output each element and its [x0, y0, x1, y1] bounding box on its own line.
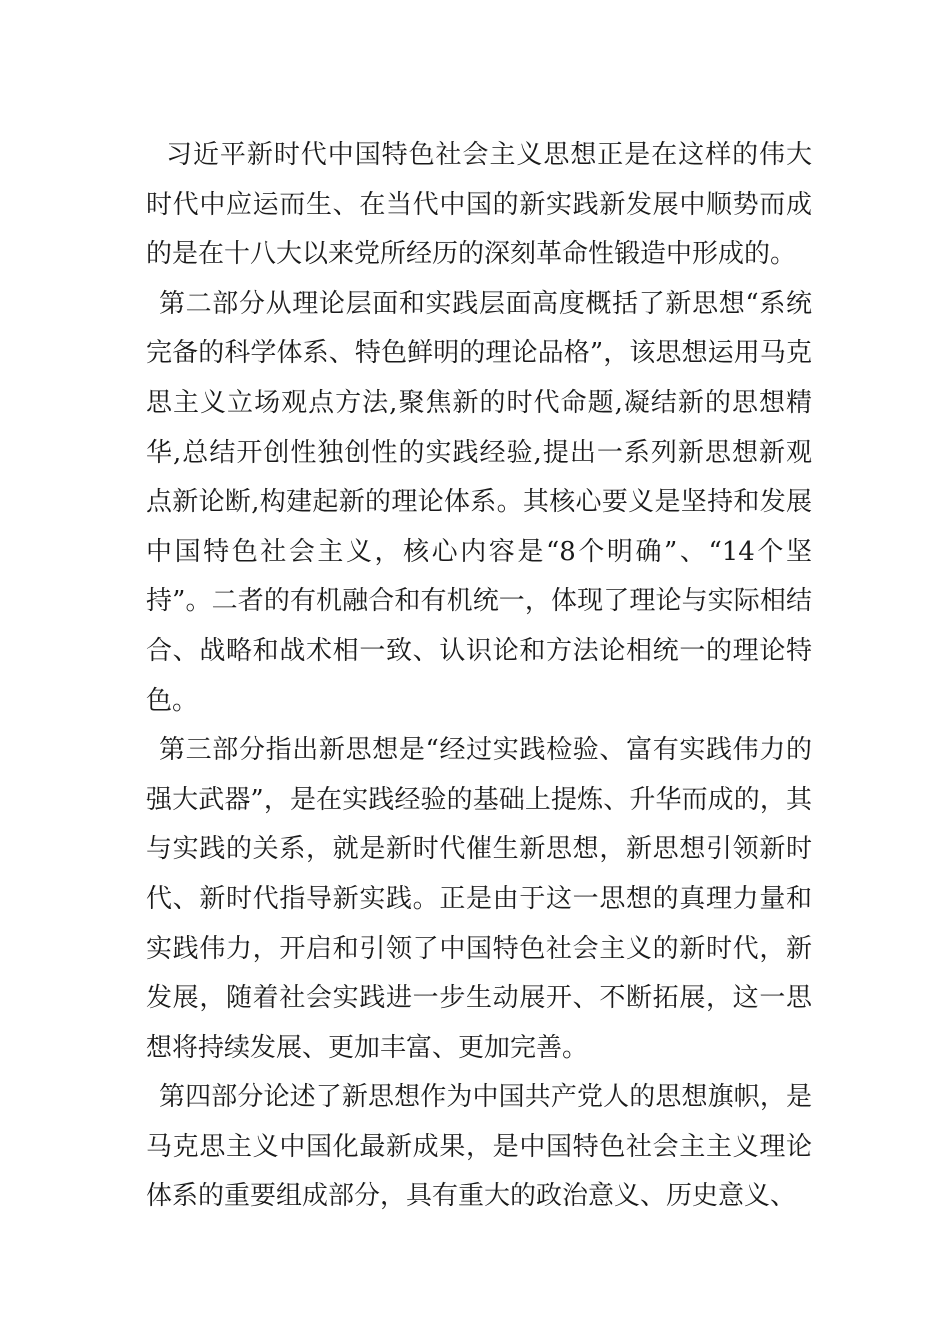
paragraph-1: 习近平新时代中国特色社会主义思想正是在这样的伟大时代中应运而生、在当代中国的新实践新发展中顺势而成的是在十八大以来党所经历的深刻革命性锻造中形成的。: [146, 140, 812, 270]
paragraph-2: 第二部分从理论层面和实践层面高度概括了新思想“系统完备的科学体系、特色鲜明的理论品格”，该思想运用马克思主义立场观点方法,聚焦新的时代命题,凝结新的思想精华,总结开创性独创性的实践经验,提出一系列新思想新观点新论断,构建起新的理论体系。其核心要义是坚持和发展中国特色社会主义，核心内容是“8个明确”、“14个坚持”。二者的有机融合和有机统一，体现了理论与实际相结合、战略和战术相一致、认识论和方法论相统一的理论特色。: [146, 288, 812, 716]
paragraph-3: 第三部分指出新思想是“经过实践检验、富有实践伟力的强大武器”，是在实践经验的基础上提炼、升华而成的，其与实践的关系，就是新时代催生新思想，新思想引领新时代、新时代指导新实践。正是由于这一思想的真理力量和实践伟力，开启和引领了中国特色社会主义的新时代，新发展，随着社会实践进一步生动展开、不断拓展，这一思想将持续发展、更加丰富、更加完善。: [146, 735, 812, 1063]
paragraph-4: 第四部分论述了新思想作为中国共产党人的思想旗帜，是马克思主义中国化最新成果，是中国特色社会主主义理论体系的重要组成部分，具有重大的政治意义、历史意义、: [146, 1082, 812, 1212]
document-body: [146, 131, 812, 1222]
